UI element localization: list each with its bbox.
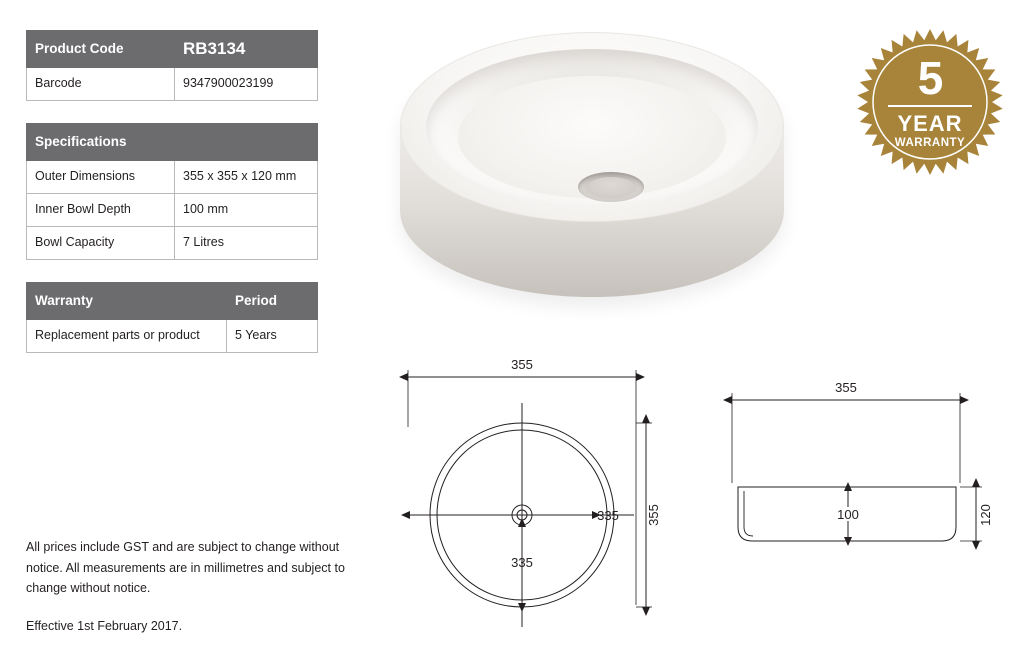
warranty-table [26,282,318,353]
plan-width-dim: 355 [511,357,533,372]
drain-inner-icon [588,177,634,196]
warranty-header-period: Period [227,283,318,320]
product-code-label: Product Code [27,31,175,68]
inner-bowl-depth-value: 100 mm [175,194,318,227]
elevation-height-dim: 120 [978,504,993,526]
badge-number: 5 [917,51,943,104]
badge-year-label: YEAR [897,110,963,136]
spec-tables [26,30,318,375]
badge-text [856,28,1004,176]
specifications-header: Specifications [27,124,318,161]
table-row [27,31,318,68]
warranty-item-label: Replacement parts or product [27,320,227,353]
table-row [27,161,318,194]
product-photo [392,18,792,328]
disclaimer-text: All prices include GST and are subject to change without notice. All measurements are in millimetres and subject to change without notice. [26,540,345,596]
elevation-depth-dim: 100 [837,507,859,522]
inner-bowl-depth-label: Inner Bowl Depth [27,194,175,227]
bowl-capacity-value: 7 Litres [175,227,318,260]
technical-drawings [380,345,1020,635]
warranty-header-label: Warranty [27,283,227,320]
warranty-badge [856,28,1004,176]
badge-divider [888,105,972,107]
drawing-svg [380,345,1020,635]
bowl-capacity-label: Bowl Capacity [27,227,175,260]
disclaimer [26,537,346,637]
outer-dimensions-value: 355 x 355 x 120 mm [175,161,318,194]
plan-height-dim: 355 [646,504,661,526]
table-row [27,320,318,353]
table-row [27,124,318,161]
plan-inner-width-dim: 335 [597,508,619,523]
elevation-width-dim: 355 [835,380,857,395]
barcode-value: 9347900023199 [175,68,318,101]
warranty-item-value: 5 Years [227,320,318,353]
table-row [27,68,318,101]
effective-date: Effective 1st February 2017. [26,618,183,633]
outer-dimensions-label: Outer Dimensions [27,161,175,194]
table-row [27,194,318,227]
table-row [27,283,318,320]
basin-illustration [400,32,784,312]
plan-inner-height-dim: 335 [511,555,533,570]
barcode-label: Barcode [27,68,175,101]
badge-warranty-label: WARRANTY [894,136,966,149]
product-code-value: RB3134 [175,31,318,68]
elevation-inner-wall [744,491,753,536]
specifications-table [26,123,318,260]
table-row [27,227,318,260]
product-code-table [26,30,318,101]
